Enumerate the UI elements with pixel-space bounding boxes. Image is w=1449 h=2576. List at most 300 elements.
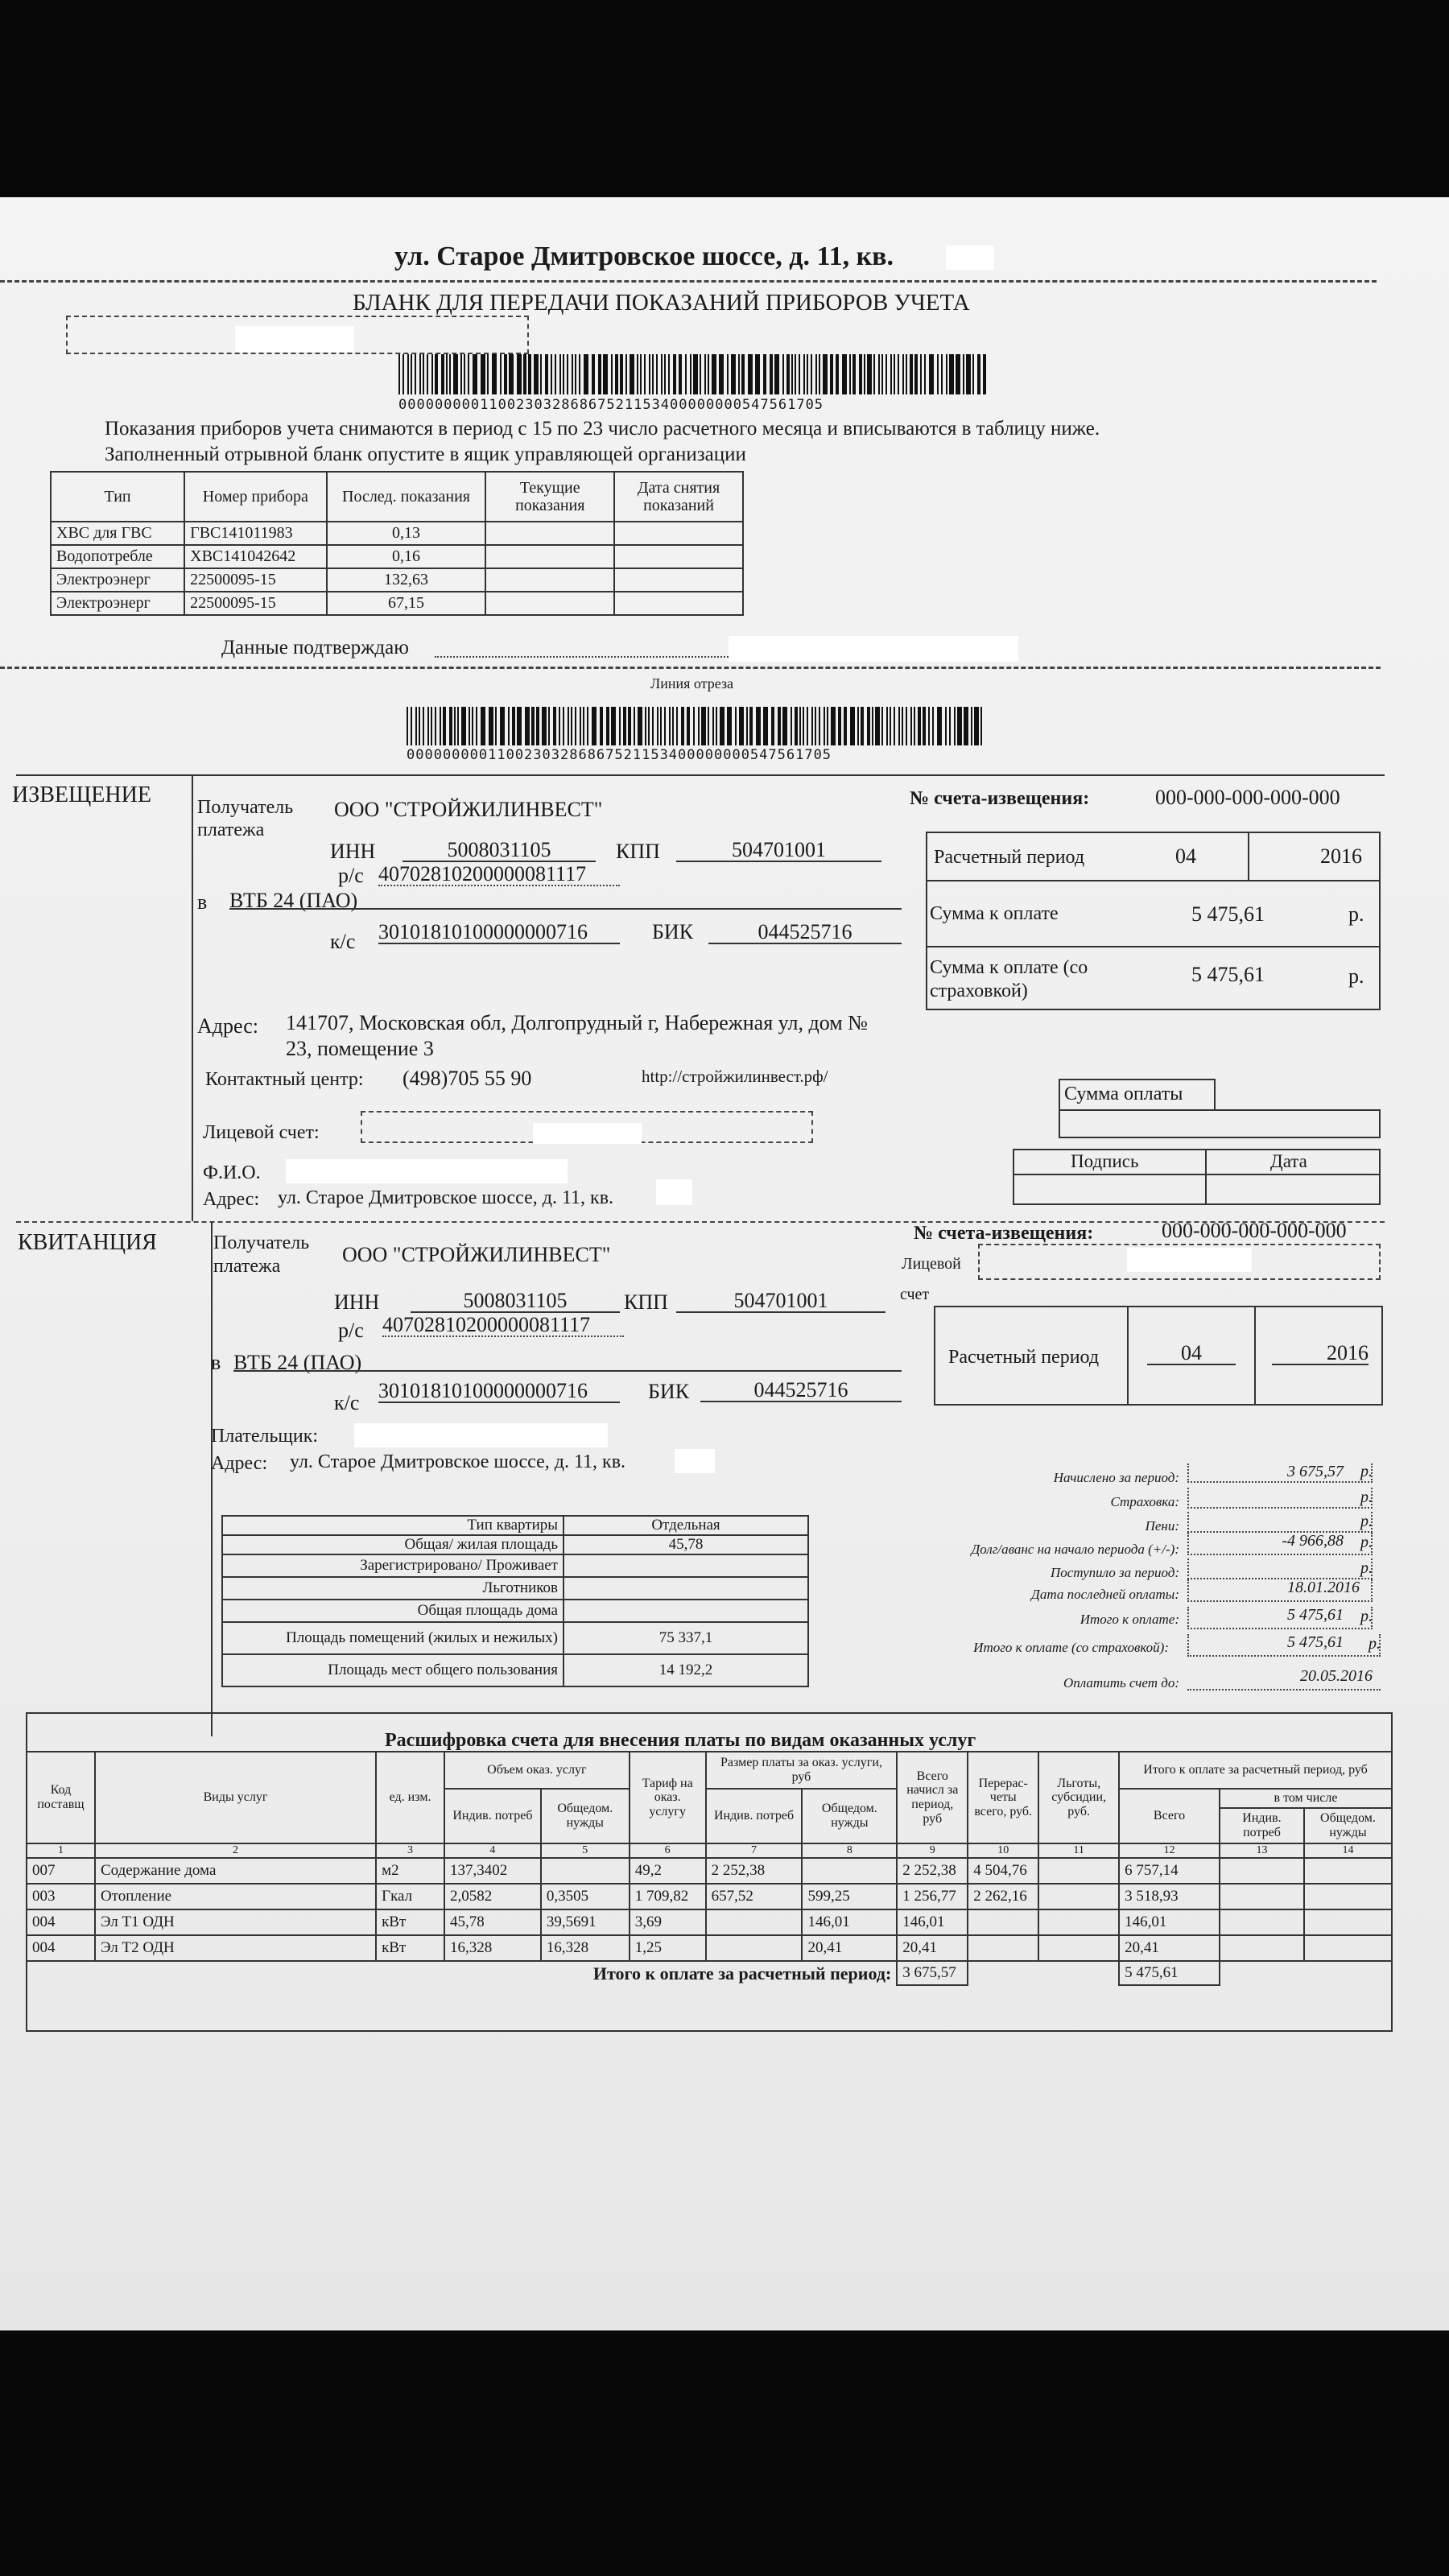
barcode-top xyxy=(398,354,986,394)
benefits xyxy=(1038,1909,1119,1935)
barcode-bar xyxy=(472,707,473,745)
barcode-bar xyxy=(575,707,576,745)
pay-common: 146,01 xyxy=(802,1909,897,1935)
barcode-bar xyxy=(795,354,796,394)
col-vol-common: Общедом. нужды xyxy=(541,1789,630,1843)
barcode-bar xyxy=(786,354,790,394)
barcode-bar xyxy=(660,707,662,745)
total-common xyxy=(1304,1935,1392,1961)
barcode-bar xyxy=(920,354,922,394)
barcode-bar xyxy=(528,354,531,394)
barcode-bar xyxy=(592,354,595,394)
barcode-bar xyxy=(571,707,572,745)
barcode-bar xyxy=(842,354,847,394)
signature-label: Подпись xyxy=(1071,1151,1139,1171)
summary-label: Оплатить счет до: xyxy=(1063,1675,1179,1690)
receipt-period-month: 04 xyxy=(1147,1343,1236,1365)
col-number: 14 xyxy=(1304,1843,1392,1858)
barcode-bar xyxy=(402,354,404,394)
notice-amount-ins-unit: р. xyxy=(1348,964,1364,988)
barcode-bar xyxy=(890,354,892,394)
receipt-inn: 5008031105 xyxy=(411,1290,620,1313)
barcode-bar xyxy=(407,354,409,394)
notice-address-line1: 141707, Московская обл, Долгопрудный г, Набережная ул, дом № xyxy=(286,1011,868,1034)
services-total-empty-2 xyxy=(1220,1961,1392,1985)
barcode-bar xyxy=(656,354,658,394)
notice-bank-prefix: в xyxy=(197,890,208,914)
benefits xyxy=(1038,1935,1119,1961)
redacted-name xyxy=(729,636,1018,662)
barcode-bar xyxy=(449,707,452,745)
meter-current-input[interactable] xyxy=(485,592,614,615)
barcode-bar xyxy=(929,354,934,394)
total-common xyxy=(1304,1884,1392,1909)
redacted-notice-account xyxy=(533,1123,642,1144)
barcode-bar xyxy=(971,707,972,745)
col-service: Виды услуг xyxy=(95,1752,376,1843)
col-incl: в том числе xyxy=(1220,1789,1392,1808)
total-ind xyxy=(1220,1909,1304,1935)
barcode-bar xyxy=(966,354,971,394)
barcode-bar xyxy=(423,707,424,745)
meter-type: Водопотребле xyxy=(51,545,184,568)
col-accrued: Всего начисл за период, руб xyxy=(897,1752,968,1843)
col-number: 5 xyxy=(541,1843,630,1858)
services-title: Расшифровка счета для внесения платы по видам оказанных услуг xyxy=(385,1730,976,1751)
barcode-bar xyxy=(756,707,761,745)
meter-table xyxy=(50,471,744,616)
service-name: Эл Т2 ОДН xyxy=(95,1935,376,1961)
barcode-bar xyxy=(419,707,420,745)
notice-left-rule xyxy=(192,774,193,1221)
barcode-bar xyxy=(827,707,828,745)
barcode-bar xyxy=(630,354,634,394)
barcode-bar xyxy=(469,707,470,745)
service-row xyxy=(27,1884,1392,1909)
barcode-bar xyxy=(739,707,744,745)
notice-bik-label: БИК xyxy=(652,920,694,943)
meter-number: ХВС141042642 xyxy=(184,545,326,568)
barcode-bar xyxy=(664,707,666,745)
col-pay-ind: Индив. потреб xyxy=(706,1789,803,1843)
apartment-row xyxy=(222,1654,808,1686)
barcode-bar xyxy=(600,707,603,745)
notice-account-label: Лицевой счет: xyxy=(203,1122,320,1143)
barcode-bar xyxy=(553,707,556,745)
barcode-bar xyxy=(881,707,883,745)
meter-table-header xyxy=(51,472,743,522)
barcode-bar xyxy=(852,354,856,394)
volume-common: 39,5691 xyxy=(541,1909,630,1935)
barcode-bar xyxy=(700,354,701,394)
barcode-bar xyxy=(500,707,505,745)
meter-date-input[interactable] xyxy=(614,522,743,545)
barcode-bar xyxy=(460,354,462,394)
barcode-bar xyxy=(923,707,926,745)
barcode-bar xyxy=(419,354,421,394)
col-benefits: Льготы, субсидии, руб. xyxy=(1038,1752,1119,1843)
notice-website[interactable]: http://стройжилинвест.рф/ xyxy=(642,1067,828,1086)
summary-value: 5 475,61 xyxy=(1187,1634,1381,1657)
volume-ind: 137,3402 xyxy=(444,1858,541,1884)
service-code: 003 xyxy=(27,1884,95,1909)
apartment-table xyxy=(221,1515,809,1687)
notice-amount-label: Сумма к оплате xyxy=(930,903,1059,924)
notice-recipient-label: Получатель платежа xyxy=(197,797,294,840)
summary-label: Пени: xyxy=(1145,1518,1179,1534)
barcode-bar xyxy=(628,707,631,745)
meter-col-date: Дата снятия показаний xyxy=(614,472,743,522)
apartment-row xyxy=(222,1554,808,1577)
notice-ks: 30101810100000000716 xyxy=(378,922,620,944)
barcode-bar xyxy=(864,354,865,394)
barcode-bar xyxy=(838,707,841,745)
col-number: 12 xyxy=(1119,1843,1220,1858)
receipt-kpp-label: КПП xyxy=(624,1290,668,1314)
pay-common xyxy=(802,1858,897,1884)
barcode-bar xyxy=(778,707,781,745)
barcode-bar xyxy=(831,707,836,745)
barcode-bar xyxy=(657,707,658,745)
notice-address-line2: 23, помещение 3 xyxy=(286,1037,434,1060)
barcode-bar xyxy=(906,707,907,745)
barcode-bar xyxy=(867,354,872,394)
barcode-bar xyxy=(932,707,934,745)
barcode-bar xyxy=(540,354,542,394)
recalc xyxy=(968,1909,1038,1935)
col-pay-size: Размер платы за оказ. услуги, руб xyxy=(706,1752,898,1789)
summary-value: -4 966,88 xyxy=(1187,1533,1373,1555)
barcode-bar xyxy=(748,354,753,394)
apartment-value: Отдельная xyxy=(564,1516,808,1535)
barcode-bar xyxy=(637,354,638,394)
notice-contact-label: Контактный центр: xyxy=(205,1069,364,1090)
meter-type: ХВС для ГВС xyxy=(51,522,184,545)
col-number: 13 xyxy=(1220,1843,1304,1858)
instruction-2: Заполненный отрывной бланк опустите в ящик управляющей организации xyxy=(105,444,746,465)
apartment-row xyxy=(222,1516,808,1535)
services-head-row-1 xyxy=(27,1752,1392,1789)
notice-period-label: Расчетный период xyxy=(934,847,1085,868)
total-common xyxy=(1304,1909,1392,1935)
receipt-recipient-label: Получатель платежа xyxy=(213,1232,310,1277)
barcode-bar xyxy=(398,354,400,394)
col-volume: Объем оказ. услуг xyxy=(444,1752,630,1789)
volume-common: 0,3505 xyxy=(541,1884,630,1909)
notice-inn-label: ИНН xyxy=(330,840,376,863)
barcode-bar xyxy=(957,707,962,745)
barcode-bar xyxy=(652,707,654,745)
apartment-value: 14 192,2 xyxy=(564,1654,808,1686)
receipt-bank-line xyxy=(233,1370,902,1372)
apartment-row xyxy=(222,1600,808,1622)
receipt-bank: ВТБ 24 (ПАО) xyxy=(233,1351,362,1374)
service-unit: кВт xyxy=(376,1909,444,1935)
date-field[interactable] xyxy=(1207,1175,1381,1204)
barcode-bar xyxy=(572,354,573,394)
apartment-value: 45,78 xyxy=(564,1535,808,1554)
barcode-bar xyxy=(735,707,737,745)
summary-value xyxy=(1187,1488,1373,1509)
apartment-row xyxy=(222,1622,808,1654)
meter-current-input[interactable] xyxy=(485,522,614,545)
barcode-bar xyxy=(886,354,887,394)
barcode-bar xyxy=(857,707,859,745)
col-code: Код поставщ xyxy=(27,1752,95,1843)
notice-inn: 5008031105 xyxy=(402,840,596,862)
barcode-bar xyxy=(567,354,568,394)
meter-row xyxy=(51,522,743,545)
pay-common: 599,25 xyxy=(802,1884,897,1909)
date-label: Дата xyxy=(1270,1151,1307,1171)
col-number: 1 xyxy=(27,1843,95,1858)
meter-col-last: Послед. показания xyxy=(327,472,486,522)
barcode-bar xyxy=(902,354,904,394)
barcode-bar xyxy=(531,707,535,745)
summary-value: 5 475,61 xyxy=(1187,1607,1373,1629)
barcode-bar xyxy=(512,707,515,745)
col-total-head: Итого к оплате за расчетный период, руб xyxy=(1119,1752,1392,1789)
barcode-bar xyxy=(640,354,642,394)
signature-field[interactable] xyxy=(1013,1175,1205,1204)
apartment-label: Льготников xyxy=(222,1577,564,1600)
barcode-bottom xyxy=(407,707,982,745)
tariff: 3,69 xyxy=(630,1909,706,1935)
receipt-rs-label: р/с xyxy=(338,1319,364,1342)
col-number: 9 xyxy=(897,1843,968,1858)
barcode-bar xyxy=(423,354,424,394)
apartment-value: 75 337,1 xyxy=(564,1622,808,1654)
receipt-account-label-2: счет xyxy=(900,1286,930,1303)
summary-unit: р. xyxy=(1360,1608,1373,1625)
col-tariff: Тариф на оказ. услугу xyxy=(630,1752,706,1843)
barcode-bar xyxy=(770,354,773,394)
notice-invoice-no-label: № счета-извещения: xyxy=(910,788,1090,809)
barcode-bar xyxy=(634,707,635,745)
receipt-ks: 30101810100000000716 xyxy=(378,1381,620,1403)
barcode-bar xyxy=(584,354,588,394)
barcode-bar xyxy=(431,354,433,394)
address-title: ул. Старое Дмитровское шоссе, д. 11, кв. xyxy=(394,242,894,271)
barcode-bar xyxy=(954,707,956,745)
service-name: Отопление xyxy=(95,1884,376,1909)
apartment-value xyxy=(564,1600,808,1622)
receipt-label: КВИТАНЦИЯ xyxy=(18,1230,157,1255)
instruction-1: Показания приборов учета снимаются в период с 15 по 23 число расчетного месяца и вписываются в таблицу ниже. xyxy=(105,418,1100,440)
barcode-bar xyxy=(615,354,618,394)
barcode-bar xyxy=(673,354,676,394)
receipt-ks-label: к/с xyxy=(334,1391,360,1414)
meter-date-input[interactable] xyxy=(614,545,743,568)
services-total-label: Итого к оплате за расчетный период: xyxy=(27,1961,897,1985)
barcode-bar xyxy=(898,707,900,745)
barcode-bar xyxy=(824,707,825,745)
meter-type: Электроэнерг xyxy=(51,568,184,592)
barcode-bar xyxy=(738,354,740,394)
meter-date-input[interactable] xyxy=(614,568,743,592)
barcode-bar xyxy=(481,707,485,745)
notice-top-rule xyxy=(16,774,1385,776)
barcode-digits-top: 00000000011002303286867521153400000000547561705 xyxy=(398,397,824,413)
meter-current-input[interactable] xyxy=(485,568,614,592)
service-unit: м2 xyxy=(376,1858,444,1884)
col-number: 3 xyxy=(376,1843,444,1858)
benefits xyxy=(1038,1858,1119,1884)
notice-kpp: 504701001 xyxy=(676,840,881,862)
redacted-payer xyxy=(354,1423,608,1447)
volume-ind: 45,78 xyxy=(444,1909,541,1935)
notice-fio-label: Ф.И.О. xyxy=(203,1162,261,1183)
notice-amount-divider-1 xyxy=(926,880,1381,881)
barcode-bar xyxy=(799,354,800,394)
barcode-bar xyxy=(875,707,880,745)
summary-unit: р. xyxy=(1360,1463,1373,1480)
paid-sum-field[interactable] xyxy=(1059,1109,1381,1138)
receipt-period-divider-1 xyxy=(1127,1306,1129,1406)
barcode-bar xyxy=(910,354,913,394)
barcode-bar xyxy=(803,354,805,394)
notice-amount: 5 475,61 xyxy=(1191,902,1265,926)
barcode-bar xyxy=(881,354,883,394)
barcode-bar xyxy=(648,707,650,745)
barcode-bar xyxy=(886,707,888,745)
barcode-bar xyxy=(427,354,428,394)
barcode-bar xyxy=(712,354,716,394)
barcode-bar xyxy=(611,707,616,745)
meter-row xyxy=(51,568,743,592)
redacted-apartment xyxy=(946,246,994,270)
barcode-bar xyxy=(902,707,903,745)
cut-line xyxy=(0,667,1381,669)
meter-number: 22500095-15 xyxy=(184,568,326,592)
barcode-bar xyxy=(716,707,717,745)
col-incl-common: Общедом. нужды xyxy=(1304,1808,1392,1843)
accrued: 1 256,77 xyxy=(897,1884,968,1909)
notice-kpp-label: КПП xyxy=(616,840,660,863)
services-total-pay: 5 475,61 xyxy=(1119,1961,1220,1985)
summary-label: Дата последней оплаты: xyxy=(1031,1587,1179,1602)
barcode-bar xyxy=(592,707,597,745)
services-total-accrued: 3 675,57 xyxy=(897,1961,968,1985)
col-pay-common: Общедом. нужды xyxy=(802,1789,897,1843)
barcode-bar xyxy=(669,707,671,745)
tariff: 49,2 xyxy=(630,1858,706,1884)
summary-label: Итого к оплате: xyxy=(1080,1612,1179,1627)
barcode-bar xyxy=(495,707,497,745)
service-unit: Гкал xyxy=(376,1884,444,1909)
barcode-bar xyxy=(687,707,690,745)
receipt-payer-address-label: Адрес: xyxy=(211,1453,268,1474)
barcode-bar xyxy=(517,354,522,394)
barcode-bar xyxy=(849,354,851,394)
barcode-bar xyxy=(559,707,560,745)
summary-value xyxy=(1187,1558,1373,1579)
barcode-bar xyxy=(431,707,432,745)
barcode-bar xyxy=(774,354,779,394)
form-title: БЛАНК ДЛЯ ПЕРЕДАЧИ ПОКАЗАНИЙ ПРИБОРОВ УЧЕТА xyxy=(353,290,970,316)
barcode-bar xyxy=(803,707,804,745)
tariff: 1,25 xyxy=(630,1935,706,1961)
barcode-bar xyxy=(811,354,812,394)
barcode-bar xyxy=(606,707,609,745)
meter-current-input[interactable] xyxy=(485,545,614,568)
barcode-bar xyxy=(679,354,682,394)
barcode-bar xyxy=(559,354,561,394)
barcode-bar xyxy=(914,707,915,745)
service-row xyxy=(27,1909,1392,1935)
service-code: 004 xyxy=(27,1935,95,1961)
redacted-receipt-account xyxy=(1127,1248,1252,1272)
meter-col-number: Номер прибора xyxy=(184,472,326,522)
barcode-bar xyxy=(811,707,813,745)
recalc: 4 504,76 xyxy=(968,1858,1038,1884)
barcode-bar xyxy=(698,707,700,745)
paid-sum-label: Сумма оплаты xyxy=(1064,1084,1183,1104)
barcode-bar xyxy=(611,354,613,394)
receipt-invoice-no-label: № счета-извещения: xyxy=(914,1223,1094,1244)
barcode-bar xyxy=(664,354,666,394)
barcode-bar xyxy=(619,707,621,745)
notice-bank-line xyxy=(229,908,902,910)
barcode-bar xyxy=(583,707,584,745)
barcode-bar xyxy=(427,707,429,745)
barcode-bar xyxy=(937,354,939,394)
receipt-recipient: ООО "СТРОЙЖИЛИНВЕСТ" xyxy=(342,1243,611,1266)
meter-last: 132,63 xyxy=(327,568,486,592)
receipt-bik: 044525716 xyxy=(700,1380,902,1402)
col-unit: ед. изм. xyxy=(376,1752,444,1843)
barcode-bar xyxy=(415,354,416,394)
meter-date-input[interactable] xyxy=(614,592,743,615)
tariff: 1 709,82 xyxy=(630,1884,706,1909)
barcode-bar xyxy=(791,707,792,745)
barcode-bar xyxy=(836,354,839,394)
summary-label: Долг/аванс на начало периода (+/-): xyxy=(971,1542,1179,1557)
summary-unit: р. xyxy=(1360,1534,1373,1551)
col-incl-ind: Индив. потреб xyxy=(1220,1808,1304,1843)
volume-common xyxy=(541,1858,630,1884)
pay-ind: 657,52 xyxy=(706,1884,803,1909)
barcode-bar xyxy=(440,707,441,745)
col-number: 6 xyxy=(630,1843,706,1858)
total-ind xyxy=(1220,1935,1304,1961)
redacted-account xyxy=(235,326,354,352)
barcode-bar xyxy=(468,354,469,394)
barcode-bar xyxy=(449,354,451,394)
apartment-label: Зарегистрировано/ Проживает xyxy=(222,1554,564,1577)
apartment-value xyxy=(564,1577,808,1600)
barcode-bar xyxy=(701,707,706,745)
total-all: 6 757,14 xyxy=(1119,1858,1220,1884)
accrued: 2 252,38 xyxy=(897,1858,968,1884)
receipt-payer-address: ул. Старое Дмитровское шоссе, д. 11, кв. xyxy=(290,1451,626,1472)
barcode-bar xyxy=(928,707,930,745)
volume-common: 16,328 xyxy=(541,1935,630,1961)
barcode-bar xyxy=(890,707,891,745)
barcode-bar xyxy=(441,354,444,394)
notice-bik: 044525716 xyxy=(708,922,902,944)
barcode-bar xyxy=(819,707,820,745)
meter-last: 0,13 xyxy=(327,522,486,545)
barcode-bar xyxy=(795,707,798,745)
barcode-bar xyxy=(443,707,446,745)
meter-col-current: Текущие показания xyxy=(485,472,614,522)
barcode-bar xyxy=(898,354,899,394)
meter-number: 22500095-15 xyxy=(184,592,326,615)
barcode-bar xyxy=(509,354,514,394)
meter-row xyxy=(51,545,743,568)
col-number: 10 xyxy=(968,1843,1038,1858)
